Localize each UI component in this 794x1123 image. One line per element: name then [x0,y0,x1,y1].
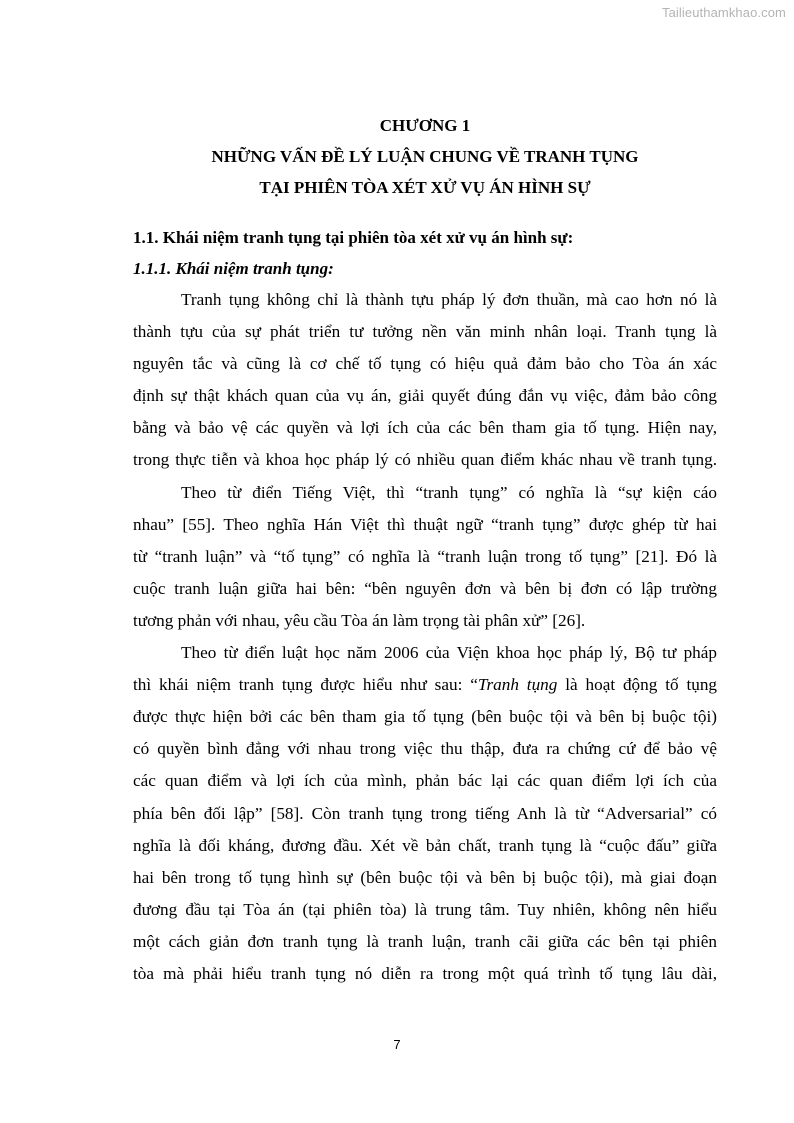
watermark-text: Tailieuthamkhao.com [661,5,786,20]
chapter-heading [133,110,717,203]
paragraph-line: thành tựu của sự phát triển tư tưởng nền văn minh nhân loại. Tranh tụng là [133,322,717,342]
chapter-title-line-2: TẠI PHIÊN TÒA XÉT XỬ VỤ ÁN HÌNH SỰ [259,178,591,197]
page-number: 7 [393,1037,401,1052]
paragraph-line: cuộc tranh luận giữa hai bên: “bên nguyên đơn và bên bị đơn có lập trường [133,578,717,598]
paragraph-line: Theo từ điển luật học năm 2006 của Viện khoa học pháp lý, Bộ tư pháp [181,643,717,663]
paragraph-line: phía bên đối lập” [58]. Còn tranh tụng trong tiếng Anh là từ “Adversarial” có [133,803,717,823]
paragraph-line: Tranh tụng không chỉ là thành tựu pháp lý đơn thuần, mà cao hơn nó là [181,290,717,309]
paragraph-line: định sự thật khách quan của vụ án, giải quyết đúng đắn vụ việc, đảm bảo công [133,386,717,406]
paragraph-1 [133,284,717,477]
paragraph-3 [133,637,717,990]
paragraph-2 [133,477,717,637]
paragraph-line: bằng và bảo vệ các quyền và lợi ích của các bên tham gia tố tụng. Hiện nay, [133,418,717,438]
chapter-number: CHƯƠNG 1 [379,116,471,135]
paragraph-line: tòa mà phải hiểu tranh tụng nó diễn ra trong một quá trình tố tụng lâu dài, [133,963,717,983]
paragraph-line: trong thực tiễn và khoa học pháp lý có nhiều quan điểm khác nhau về tranh tụng. [133,450,717,470]
line-tail-text: là hoạt động tố tụng [557,675,718,695]
paragraph-line: nhau” [55]. Theo nghĩa Hán Việt thì thuật ngữ “tranh tụng” được ghép từ hai [133,514,717,534]
chapter-title-line-1: NHỮNG VẤN ĐỀ LÝ LUẬN CHUNG VỀ TRANH TỤNG [211,147,639,166]
paragraph-line: các quan điểm và lợi ích của mình, phản bác lại các quan điểm lợi ích của [133,771,717,791]
paragraph-line: có quyền bình đẳng với nhau trong việc thu thập, đưa ra chứng cứ để bảo vệ [133,739,717,759]
paragraph-line: Theo từ điển Tiếng Việt, thì “tranh tụng” có nghĩa là “sự kiện cáo [181,482,717,502]
paragraph-line: được thực hiện bởi các bên tham gia tố tụng (bên buộc tội và bên bị buộc tội) [133,707,717,727]
paragraph-line: đương đầu tại Tòa án (tại phiên tòa) là trung tâm. Tuy nhiên, không nên hiểu [133,899,717,919]
paragraph-line: nghĩa là đối kháng, đương đầu. Xét về bản chất, tranh tụng là “cuộc đấu” giữa [133,835,717,855]
paragraph-line: từ “tranh luận” và “tố tụng” có nghĩa là “tranh luận trong tố tụng” [21]. Đó là [133,546,717,566]
paragraph-line: hai bên trong tố tụng hình sự (bên buộc tội và bên bị buộc tội), mà giai đoạn [133,867,717,887]
subsection-heading-1-1-1: 1.1.1. Khái niệm tranh tụng: [133,259,334,278]
italic-term: Tranh tụng [477,675,558,695]
document-page [133,110,717,990]
paragraph-line-with-italic [133,669,717,701]
section-heading-1-1: 1.1. Khái niệm tranh tụng tại phiên tòa xét xử vụ án hình sự: [133,228,574,247]
line-lead-text: thì khái niệm tranh tụng được hiểu như sau: “ [133,675,478,695]
paragraph-line: tương phản với nhau, yêu cầu Tòa án làm trọng tài phân xử” [26]. [133,610,586,630]
paragraph-line: một cách giản đơn tranh tụng là tranh luận, tranh cãi giữa các bên tại phiên [133,931,717,951]
paragraph-line: nguyên tắc và cũng là cơ chế tố tụng có hiệu quả đảm bảo cho Tòa án xác [133,354,717,374]
